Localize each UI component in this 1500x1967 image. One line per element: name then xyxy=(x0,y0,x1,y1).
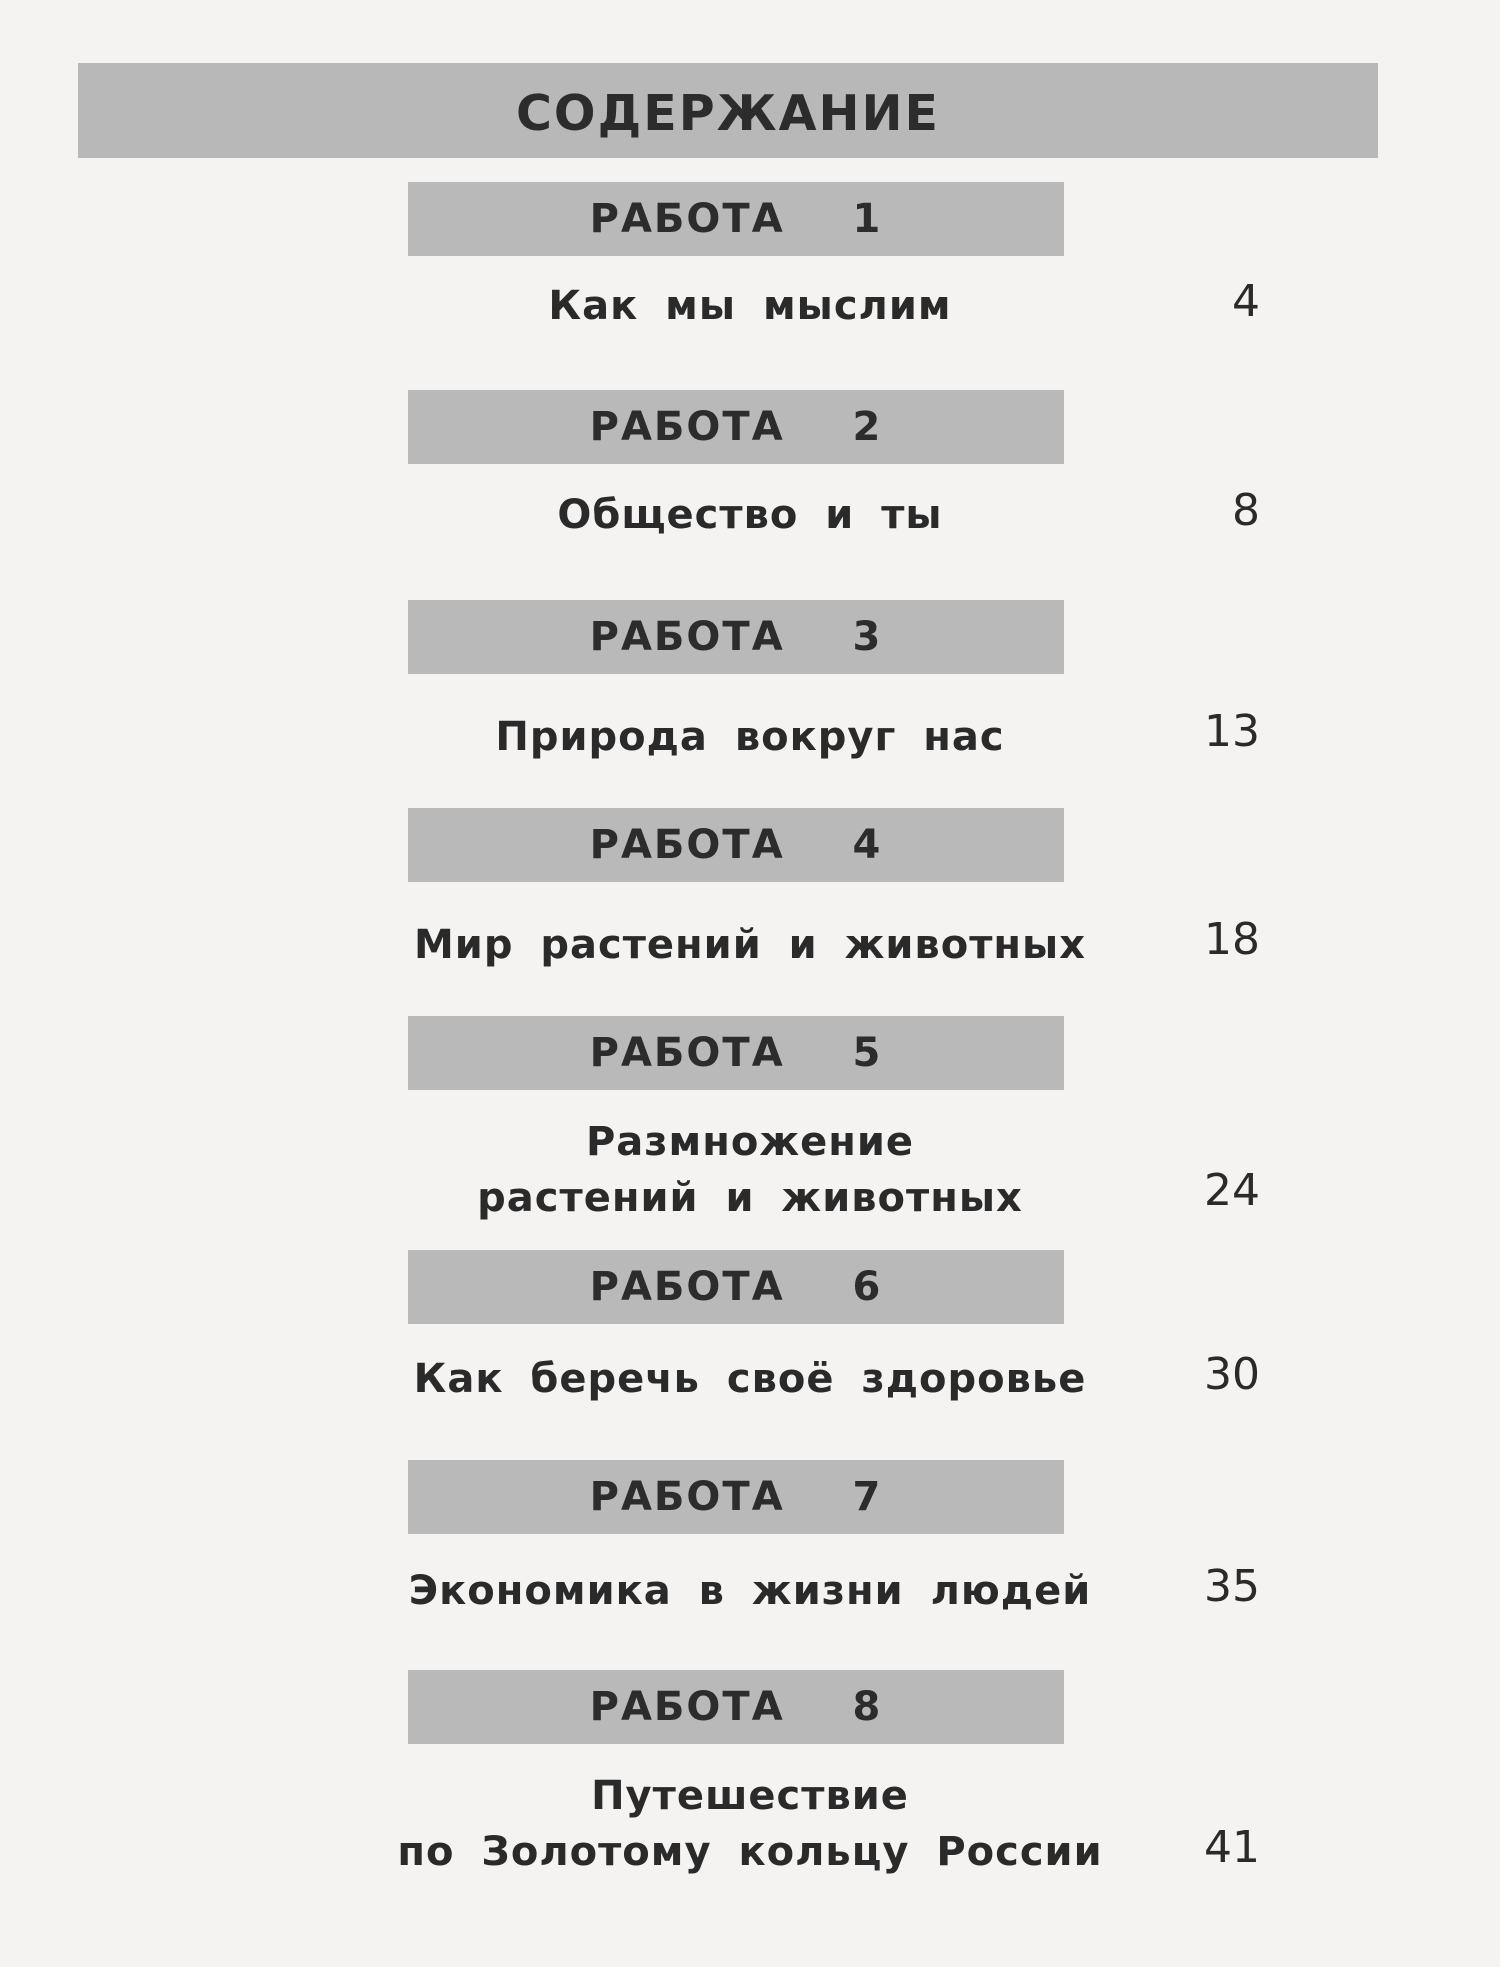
work-6-page-number: 30 xyxy=(1204,1349,1260,1400)
work-6-topic-line-1: Как беречь своё здоровье xyxy=(413,1356,1087,1402)
work-4-page-number: 18 xyxy=(1204,914,1260,965)
work-7-page-number: 35 xyxy=(1204,1561,1260,1612)
work-6-header xyxy=(408,1250,1064,1324)
work-6-topic[interactable] xyxy=(330,1351,1170,1407)
work-8-topic-line-1: Путешествие xyxy=(591,1773,909,1819)
work-2-topic[interactable] xyxy=(330,487,1170,543)
page-title: СОДЕРЖАНИЕ xyxy=(515,85,941,142)
work-3-header xyxy=(408,600,1064,674)
work-5-topic-line-2: растений и животных xyxy=(477,1175,1023,1221)
work-8-label: РАБОТА 8 xyxy=(589,1684,883,1730)
work-7-topic-line-1: Экономика в жизни людей xyxy=(408,1568,1092,1614)
work-5-topic[interactable] xyxy=(330,1114,1170,1226)
work-8-page-number: 41 xyxy=(1204,1822,1260,1873)
work-5-header xyxy=(408,1016,1064,1090)
work-7-header xyxy=(408,1460,1064,1534)
work-1-topic-line-1: Как мы мыслим xyxy=(548,283,952,329)
work-1-topic[interactable] xyxy=(330,278,1170,334)
work-4-topic-line-1: Мир растений и животных xyxy=(413,922,1087,968)
work-5-topic-line-1: Размножение xyxy=(585,1119,915,1165)
work-2-page-number: 8 xyxy=(1232,485,1260,536)
work-6-label: РАБОТА 6 xyxy=(589,1264,883,1310)
work-1-label: РАБОТА 1 xyxy=(589,196,883,242)
contents-title-bar xyxy=(78,63,1378,158)
work-1-page-number: 4 xyxy=(1232,276,1260,327)
work-1-header xyxy=(408,182,1064,256)
work-3-page-number: 13 xyxy=(1204,706,1260,757)
work-4-header xyxy=(408,808,1064,882)
work-5-page-number: 24 xyxy=(1204,1165,1260,1216)
work-7-label: РАБОТА 7 xyxy=(589,1474,883,1520)
work-5-label: РАБОТА 5 xyxy=(589,1030,883,1076)
work-3-topic-line-1: Природа вокруг нас xyxy=(495,714,1005,760)
work-8-topic[interactable] xyxy=(330,1768,1170,1880)
work-8-topic-line-2: по Золотому кольцу России xyxy=(397,1829,1103,1875)
work-2-topic-line-1: Общество и ты xyxy=(557,492,943,538)
work-4-label: РАБОТА 4 xyxy=(589,822,883,868)
work-2-label: РАБОТА 2 xyxy=(589,404,883,450)
work-3-topic[interactable] xyxy=(330,709,1170,765)
work-2-header xyxy=(408,390,1064,464)
work-3-label: РАБОТА 3 xyxy=(589,614,883,660)
work-4-topic[interactable] xyxy=(330,917,1170,973)
work-8-header xyxy=(408,1670,1064,1744)
work-7-topic[interactable] xyxy=(330,1563,1170,1619)
